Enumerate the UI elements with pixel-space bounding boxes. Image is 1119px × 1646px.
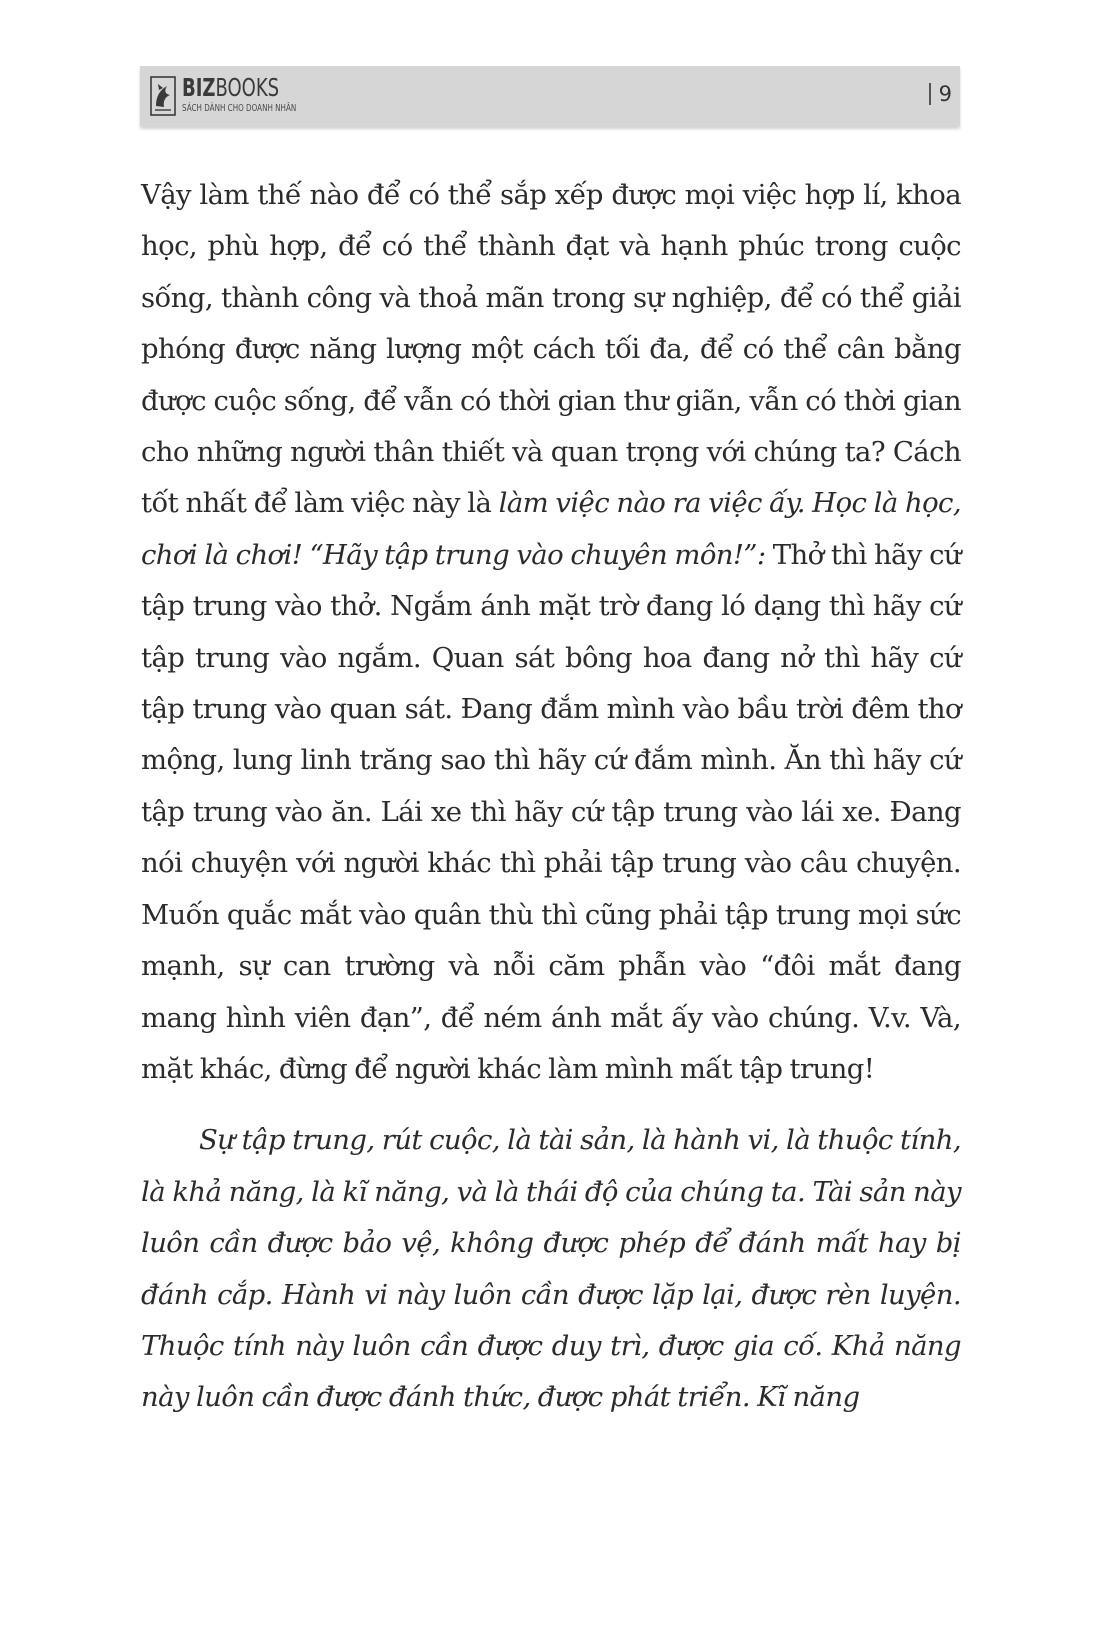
page-number-value: 9 — [938, 82, 952, 106]
body-text — [141, 170, 961, 1424]
bird-logo-icon — [150, 76, 176, 116]
paragraph-1-text-continued: Thở thì hãy cứ tập trung vào thở. Ngắm ánh mặt trờ đang ló dạng thì hãy cứ tập trung vào ngắm. Quan sát bông hoa đang nở thì hãy cứ tập trung vào quan sát. Đang đắm mình vào bầu trời đêm thơ mộng, lung linh trăng sao thì hãy cứ đắm mình. Ăn thì hãy cứ tập trung vào ăn. Lái xe thì hãy cứ tập trung vào lái xe. Đang nói chuyện với người khác thì phải tập trung vào câu chuyện. Muốn quắc mắt vào quân thù thì cũng phải tập trung mọi sức mạnh, sự can trường và nỗi căm phẫn vào “đôi mắt đang mang hình viên đạn”, để ném ánh mắt ấy vào chúng. V.v. Và, mặt khác, đừng để người khác làm mình mất tập trung! — [141, 538, 961, 1085]
page-number — [929, 82, 952, 106]
page-number-separator — [929, 83, 931, 105]
paragraph-1-italic: làm việc nào ra việc ấy. Học là học, chơi là chơi! “Hãy tập trung vào chuyên môn!”: — [141, 487, 961, 571]
paragraph-2 — [141, 1115, 961, 1423]
paragraph-2-italic: Sự tập trung, rút cuộc, là tài sản, là hành vi, là thuộc tính, là khả năng, là kĩ năng, và là thái độ của chúng ta. Tài sản này luôn cần được bảo vệ, không được phép để đánh mất hay bị đánh cắp. Hành vi này luôn cần được lặp lại, được rèn luyện. Thuộc tính này luôn cần được duy trì, được gia cố. Khả năng này luôn cần được đánh thức, được phát triển. Kĩ năng — [141, 1124, 961, 1414]
running-header — [140, 66, 960, 126]
paragraph-1-text: Vậy làm thế nào để có thể sắp xếp được mọi việc hợp lí, khoa học, phù hợp, để có thể thành đạt và hạnh phúc trong cuộc sống, thành công và thoả mãn trong sự nghiệp, để có thể giải phóng được năng lượng một cách tối đa, để có thể cân bằng được cuộc sống, để vẫn có thời gian thư giãn, vẫn có thời gian cho những người thân thiết và quan trọng với chúng ta? Cách tốt nhất để làm việc này là — [141, 179, 961, 520]
logo-text — [182, 74, 341, 115]
paragraph-1 — [141, 170, 961, 1095]
brand-name: BIZBOOKS — [182, 73, 280, 102]
brand-tagline: SÁCH DÀNH CHO DOANH NHÂN — [182, 103, 297, 114]
publisher-logo — [150, 74, 341, 116]
